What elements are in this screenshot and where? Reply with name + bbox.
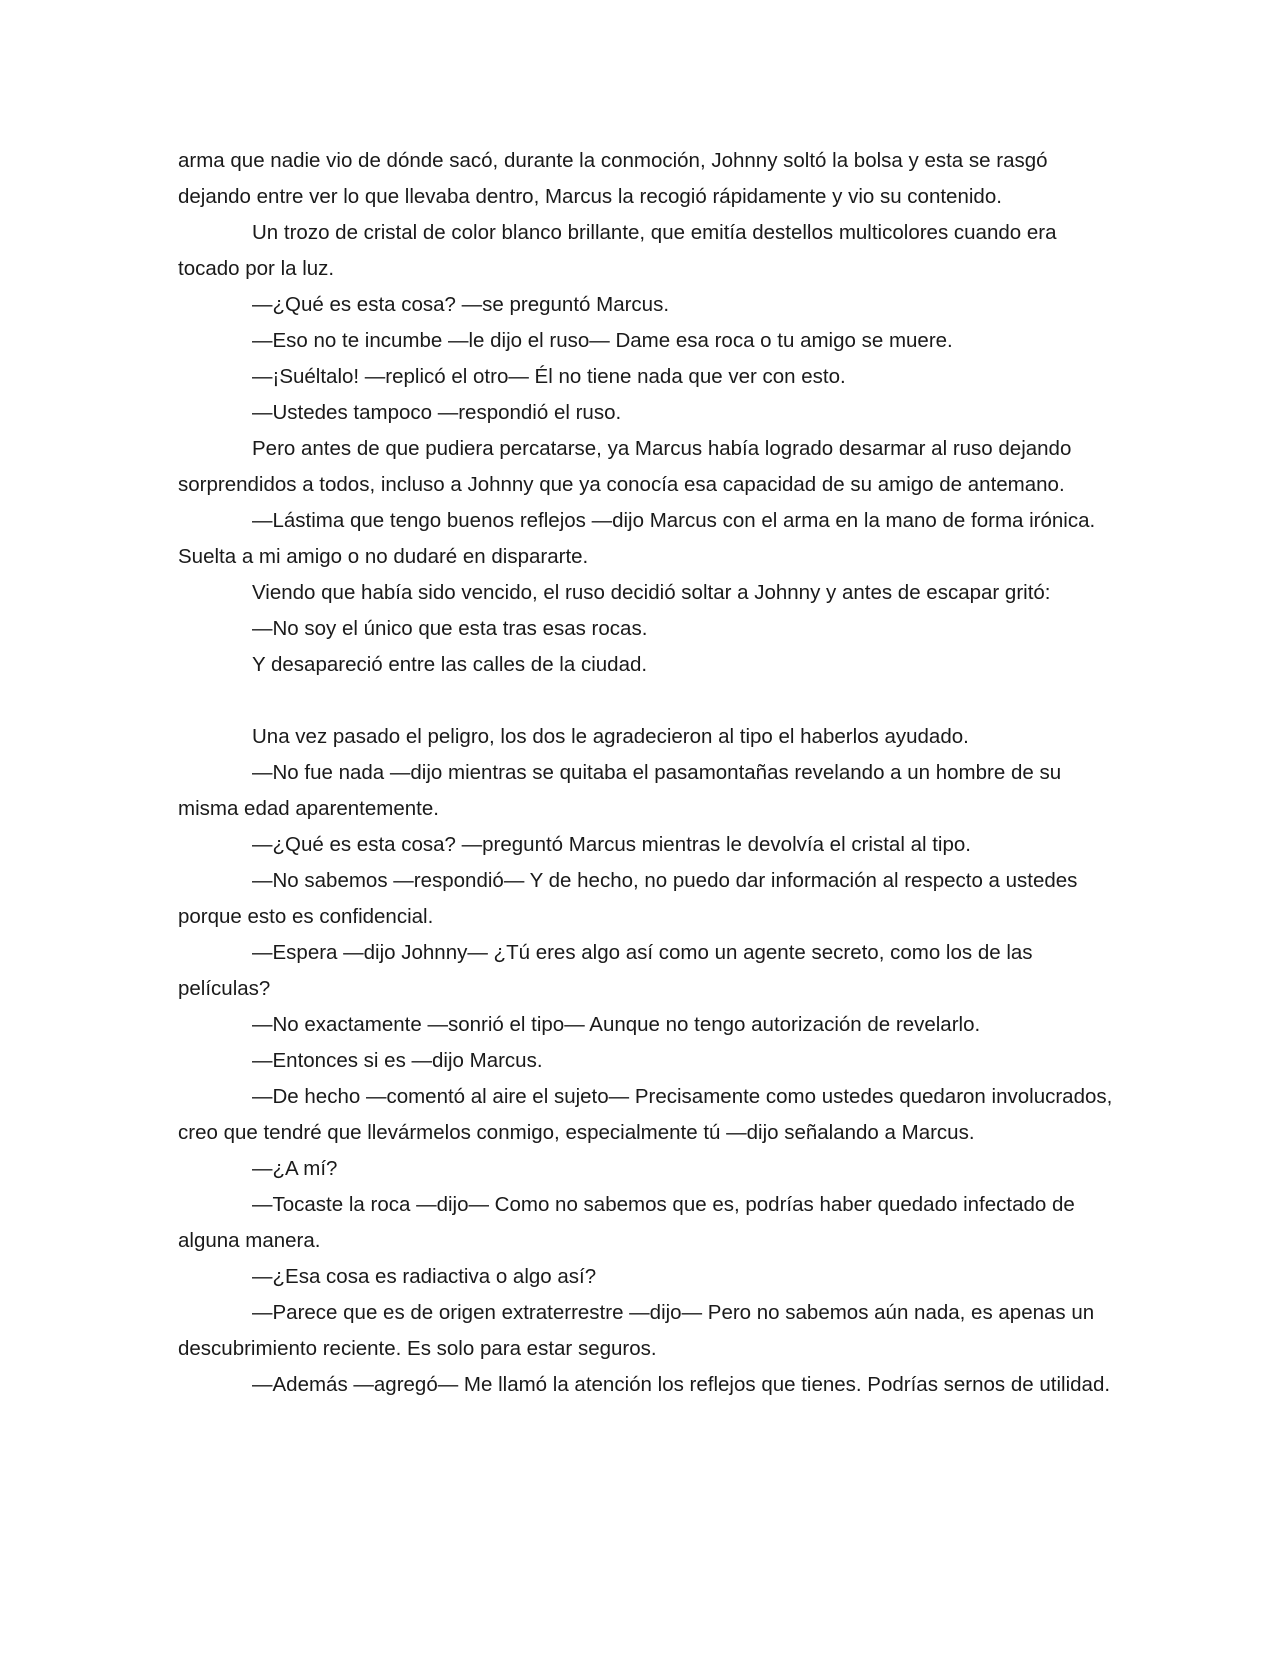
paragraph: —Tocaste la roca —dijo— Como no sabemos que es, podrías haber quedado infectado de alguna manera. <box>178 1193 1075 1252</box>
paragraph: arma que nadie vio de dónde sacó, durante la conmoción, Johnny soltó la bolsa y esta se rasgó dejando entre ver lo que llevaba dentro, Marcus la recogió rápidamente y vio su contenido. <box>178 149 1048 208</box>
document-body <box>178 143 1118 1403</box>
paragraph: —De hecho —comentó al aire el sujeto— Precisamente como ustedes quedaron involucrados, creo que tendré que llevármelos conmigo, especialmente tú —dijo señalando a Marcus. <box>178 1085 1113 1144</box>
paragraph: —Lástima que tengo buenos reflejos —dijo Marcus con el arma en la mano de forma irónica. Suelta a mi amigo o no dudaré en dispararte. <box>178 509 1096 568</box>
paragraph: —Entonces si es —dijo Marcus. <box>252 1049 543 1072</box>
paragraph: —¿Qué es esta cosa? —se preguntó Marcus. <box>252 293 670 316</box>
paragraph: —Eso no te incumbe —le dijo el ruso— Dame esa roca o tu amigo se muere. <box>252 329 953 352</box>
paragraph: —¿A mí? <box>252 1157 338 1180</box>
paragraph: Pero antes de que pudiera percatarse, ya Marcus había logrado desarmar al ruso dejando sorprendidos a todos, incluso a Johnny que ya conocía esa capacidad de su amigo de antemano. <box>178 437 1072 496</box>
paragraph: —¿Qué es esta cosa? —preguntó Marcus mientras le devolvía el cristal al tipo. <box>252 833 971 856</box>
paragraph: —Ustedes tampoco —respondió el ruso. <box>252 401 622 424</box>
blank-line <box>178 683 1118 719</box>
paragraph: Viendo que había sido vencido, el ruso decidió soltar a Johnny y antes de escapar gritó: <box>252 581 1051 604</box>
paragraph: Un trozo de cristal de color blanco brillante, que emitía destellos multicolores cuando era tocado por la luz. <box>178 221 1057 280</box>
paragraph: —¡Suéltalo! —replicó el otro— Él no tiene nada que ver con esto. <box>252 365 846 388</box>
paragraph: —No sabemos —respondió— Y de hecho, no puedo dar información al respecto a ustedes porque esto es confidencial. <box>178 869 1078 928</box>
paragraph: —Además —agregó— Me llamó la atención los reflejos que tienes. Podrías sernos de utilidad. <box>252 1373 1111 1396</box>
paragraph: Una vez pasado el peligro, los dos le agradecieron al tipo el haberlos ayudado. <box>252 725 969 748</box>
paragraph: —No soy el único que esta tras esas rocas. <box>252 617 648 640</box>
paragraph: —No exactamente —sonrió el tipo— Aunque no tengo autorización de revelarlo. <box>252 1013 981 1036</box>
paragraph: —¿Esa cosa es radiactiva o algo así? <box>252 1265 597 1288</box>
paragraph: Y desapareció entre las calles de la ciudad. <box>252 653 648 676</box>
paragraph: —Parece que es de origen extraterrestre —dijo— Pero no sabemos aún nada, es apenas un descubrimiento reciente. Es solo para estar seguros. <box>178 1301 1095 1360</box>
paragraph: —No fue nada —dijo mientras se quitaba el pasamontañas revelando a un hombre de su misma edad aparentemente. <box>178 761 1062 820</box>
paragraph: —Espera —dijo Johnny— ¿Tú eres algo así como un agente secreto, como los de las películas? <box>178 941 1033 1000</box>
